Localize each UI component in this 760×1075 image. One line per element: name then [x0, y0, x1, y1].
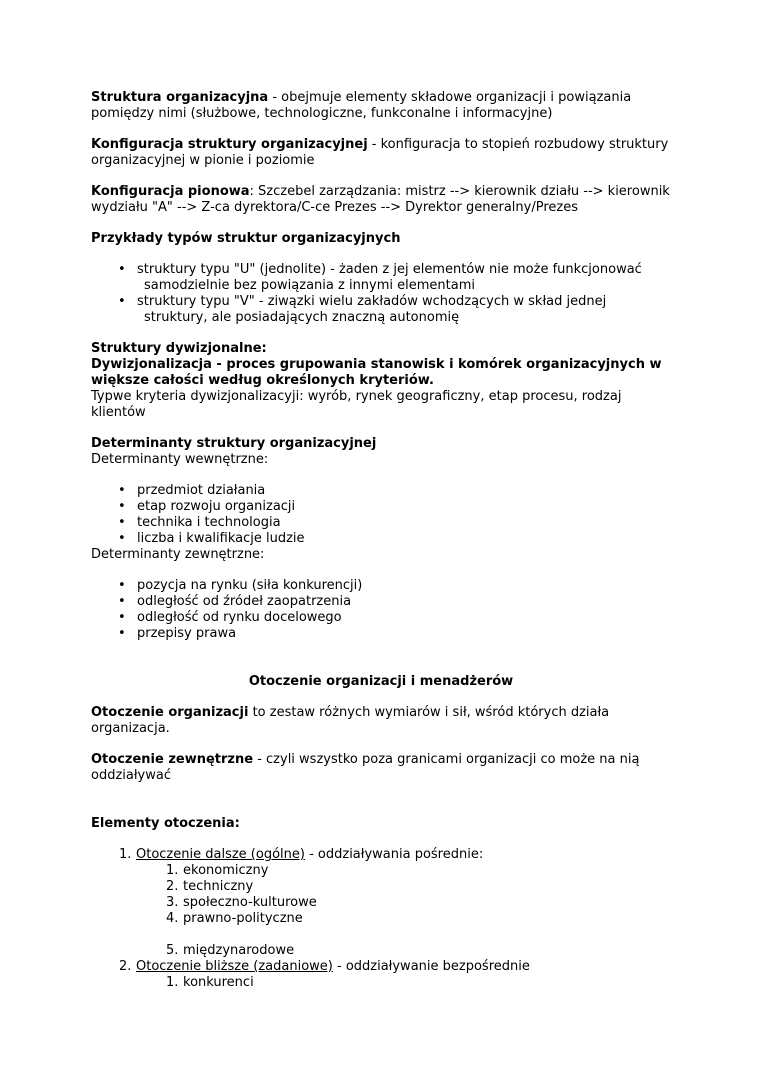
list-number: 2. — [119, 959, 132, 974]
section-title — [91, 674, 671, 690]
paragraph-configuration — [91, 137, 671, 169]
list-item — [91, 959, 671, 991]
internal-determinants-label: Determinanty wewnętrzne: — [91, 452, 269, 467]
list-item: • liczba i kwalifikacje ludzie — [91, 531, 671, 547]
sublist-item — [136, 943, 671, 959]
paragraph-environment — [91, 705, 671, 737]
paragraph-structure — [91, 90, 671, 122]
list-item: • odległość od źródeł zaopatrzenia — [91, 594, 671, 610]
divisional-criteria: Typwe kryteria dywizjonalizacyji: wyrób, rynek geograficzny, etap procesu, rodzaj klientów — [91, 389, 622, 420]
sublist-item — [136, 879, 671, 895]
document-page — [91, 90, 671, 991]
structure-types-list — [91, 262, 671, 326]
section-title-text: Otoczenie organizacji i menadżerów — [248, 674, 514, 689]
sublist-item-text: ekonomiczny — [183, 863, 269, 878]
list-item-continuation: samodzielnie bez powiązania z innymi elementami — [144, 278, 475, 293]
term-configuration: Konfiguracja struktury organizacyjnej — [91, 137, 368, 152]
general-environment-sublist — [136, 863, 671, 959]
link-task-environment[interactable]: Otoczenie bliższe (zadaniowe) — [136, 959, 333, 974]
term-environment: Otoczenie organizacji — [91, 705, 249, 720]
list-item-continuation: struktury, ale posiadających znaczną autonomię — [144, 310, 460, 325]
heading-structure-types-text: Przykłady typów struktur organizacyjnych — [91, 231, 401, 246]
term-structure: Struktura organizacyjna — [91, 90, 269, 105]
list-item-text: struktury typu "U" (jednolite) - żaden z jej elementów nie może funkcjonować — [137, 262, 642, 277]
list-item: • odległość od rynku docelowego — [91, 610, 671, 626]
paragraph-vertical-configuration — [91, 184, 671, 216]
definition-configuration: - konfiguracja to stopień rozbudowy struktury organizacyjnej w pionie i poziomie — [91, 137, 669, 168]
divisional-definition — [91, 357, 671, 389]
heading-determinants-text: Determinanty struktury organizacyjnej — [91, 436, 377, 451]
list-item — [91, 847, 671, 959]
internal-determinants-list — [91, 483, 671, 547]
definition-external-environment: - czyli wszystko poza granicami organizacji co może na nią oddziaływać — [91, 752, 640, 783]
sublist-item-text: konkurenci — [183, 975, 254, 990]
term-vertical-configuration: Konfiguracja pionowa — [91, 184, 250, 199]
sublist-item-text: techniczny — [183, 879, 254, 894]
list-item — [91, 262, 671, 294]
list-item: • przedmiot działania — [91, 483, 671, 499]
list-item — [91, 294, 671, 326]
list-item: • przepisy prawa — [91, 626, 671, 642]
list-number: 1. — [166, 975, 179, 990]
sublist-item-text: prawno-polityczne — [183, 911, 303, 926]
definition-structure: - obejmuje elementy składowe organizacji i powiązania pomiędzy nimi (służbowe, technologiczne, funkconalne i informacyjne) — [91, 90, 632, 121]
list-number: 5. — [166, 943, 179, 958]
external-determinants-label: Determinanty zewnętrzne: — [91, 547, 265, 562]
sublist-item-text: społeczno-kulturowe — [183, 895, 317, 910]
list-number: 3. — [166, 895, 179, 910]
definition-environment: to zestaw różnych wymiarów i sił, wśród których działa organizacja. — [91, 705, 610, 736]
heading-divisional-text: Struktury dywizjonalne: — [91, 341, 267, 356]
term-external-environment: Otoczenie zewnętrzne — [91, 752, 254, 767]
sublist-item-text: międzynarodowe — [183, 943, 295, 958]
paragraph-external-environment — [91, 752, 671, 784]
task-environment-sublist — [136, 975, 671, 991]
elements-list — [91, 847, 671, 991]
list-item-text: struktury typu "V" - ziwązki wielu zakładów wchodzących w skład jednej — [137, 294, 607, 309]
divisional-definition-text: Dywizjonalizacja - proces grupowania stanowisk i komórek organizacyjnych w większe całości według określonych kryteriów. — [91, 357, 662, 388]
heading-elements — [91, 816, 671, 832]
list-number: 1. — [166, 863, 179, 878]
list-item: • etap rozwoju organizacji — [91, 499, 671, 515]
heading-structure-types — [91, 231, 671, 247]
heading-divisional — [91, 341, 671, 357]
list-number: 1. — [119, 847, 132, 862]
list-item-text: - oddziaływanie bezpośrednie — [332, 959, 530, 974]
list-number: 4. — [166, 911, 179, 926]
list-item: • pozycja na rynku (siła konkurencji) — [91, 578, 671, 594]
sublist-item — [136, 911, 671, 927]
heading-determinants — [91, 436, 671, 452]
link-general-environment[interactable]: Otoczenie dalsze (ogólne) — [136, 847, 305, 862]
sublist-item — [136, 863, 671, 879]
external-determinants-list — [91, 578, 671, 642]
sublist-item — [136, 975, 671, 991]
list-item: • technika i technologia — [91, 515, 671, 531]
list-number: 2. — [166, 879, 179, 894]
list-item-text: - oddziaływania pośrednie: — [304, 847, 484, 862]
sublist-item — [136, 895, 671, 911]
definition-vertical-configuration: : Szczebel zarządzania: mistrz --> kierownik działu --> kierownik wydziału "A" --> Z-ca dyrektora/C-ce Prezes --> Dyrektor generalny/Prezes — [91, 184, 670, 215]
heading-elements-text: Elementy otoczenia: — [91, 816, 240, 831]
